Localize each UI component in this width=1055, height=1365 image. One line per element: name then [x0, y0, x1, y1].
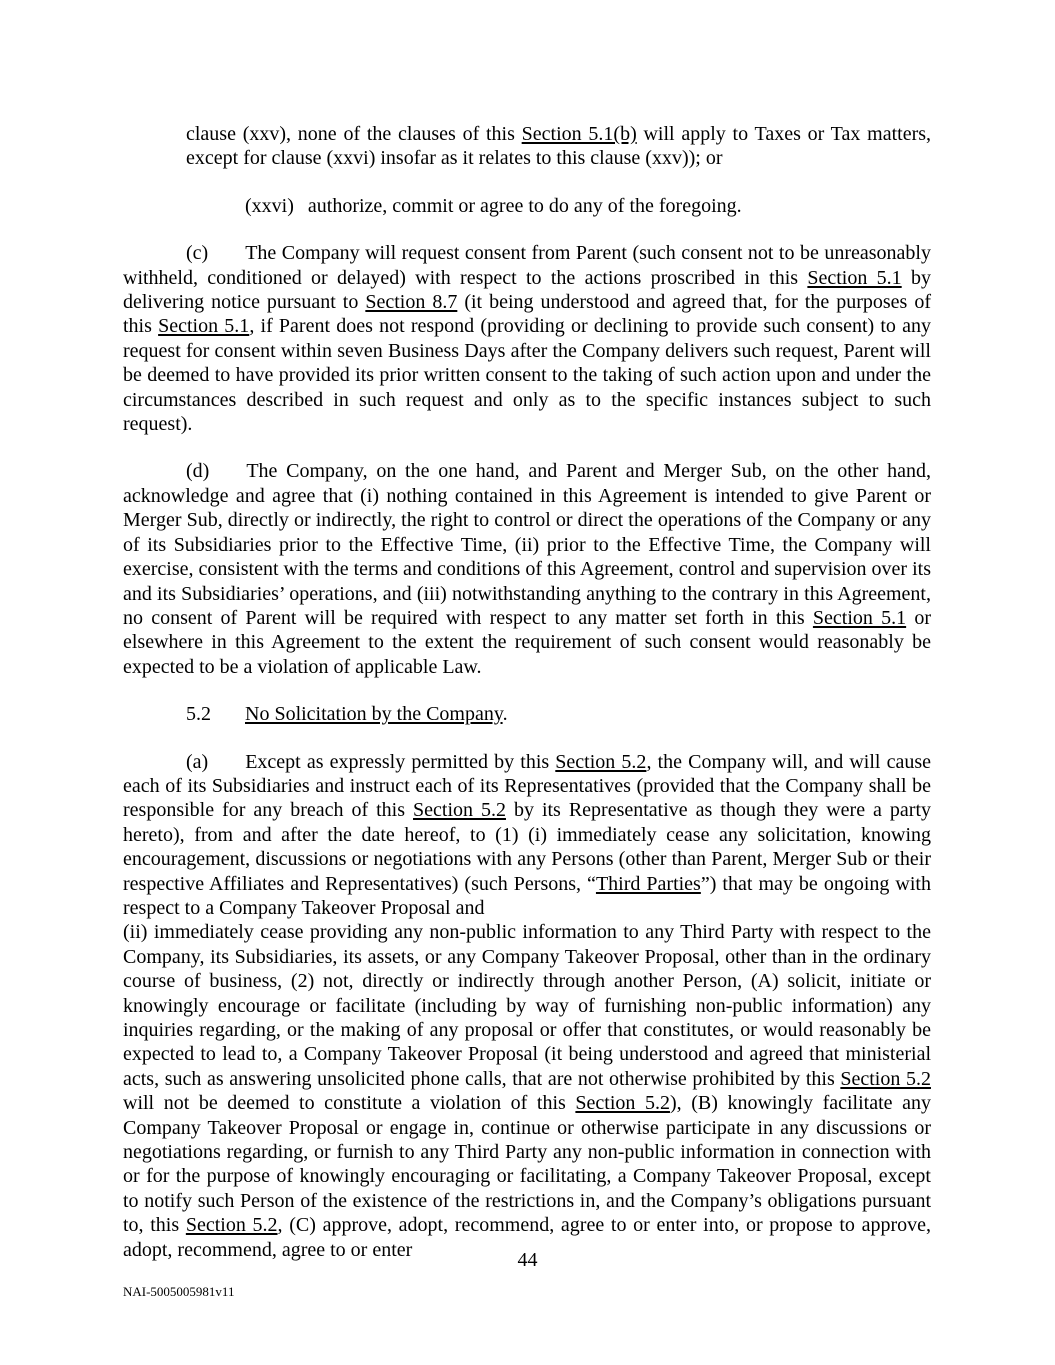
paragraph-clause-xxvi [245, 194, 931, 218]
paragraph-c [123, 241, 931, 436]
underlined-term: No Solicitation by the Company [245, 703, 503, 726]
underlined-term: Section 5.2 [185, 1214, 278, 1237]
text-run: by its Representative as though they were a party hereto), from and after the date hereof, to (1) (i) immediately cease any solicitation, knowing encouragement, discussions or negotiations with any Persons (other than Parent, Merger Sub or their respective Affiliates and Representatives) (such Persons, “ [123, 799, 931, 895]
text-run: will not be deemed to constitute a violation of this [123, 1092, 576, 1115]
text-run: (it being understood and agreed that, for the purposes of this [123, 291, 931, 338]
text-run: (ii) immediately cease providing any non-public information to any Third Party with respect to the Company, its Subsidiaries, its assets, or any Company Takeover Proposal, other than in the ordinary course of business, (2) not, directly or indirectly through another Person, (A) solicit, initiate or knowingly encourage or facilitate (including by way of furnishing non-public information) any inquiries regarding, or the making of any proposal or offer that constitutes, or would reasonably be expected to lead to, a Company Takeover Proposal (it being understood and agreed that ministerial acts, such as answering unsolicited phone calls, that are not otherwise prohibited by this [123, 921, 931, 1090]
text-run: by delivering notice pursuant to [123, 266, 931, 314]
text-run: ), (B) knowingly facilitate any Company Takeover Proposal or engage in, continue or otherwise participate in any discussions or negotiations regarding, or furnish to any Third Party any non-public information in connection with or for the purpose of knowingly encouraging or facilitating, a Company Takeover Proposal, except to notify such Person of the existence of the restrictions in, and the Company’s obligations pursuant to, this [123, 1092, 931, 1237]
text-run: or elsewhere in this Agreement to the extent the requirement of such consent would reasonably be expected to be a violation of applicable Law. [123, 606, 931, 678]
tab-spacer [294, 211, 308, 212]
text-run: The Company will request consent from Parent (such consent not to be unreasonably withheld, conditioned or delayed) with respect to the actions proscribed in this [123, 242, 931, 289]
document-body [123, 122, 931, 1285]
underlined-term: Section 5.2 [575, 1092, 670, 1115]
document-id-footer: NAI-5005005981v11 [123, 1284, 235, 1299]
section-heading-5-2 [123, 702, 931, 726]
text-run: authorize, commit or agree to do any of the foregoing. [307, 194, 742, 217]
text-run: (xxvi) [245, 194, 294, 217]
underlined-term: Section 5.1 [807, 266, 902, 289]
text-run: will apply to Taxes or Tax matters, except for clause (xxvi) insofar as it relates to this clause (xxv)); or [186, 123, 932, 170]
text-run: , if Parent does not respond (providing or declining to provide such consent) to any request for consent within seven Business Days after the Company delivers such request, Parent will be deemed to have provided its prior written consent to the taking of such action upon and under the circumstances described in such request and only as to the specific instances subject to such request). [123, 315, 931, 436]
tab-spacer [209, 476, 246, 477]
underlined-term: Section 5.1(b) [521, 123, 637, 145]
text-run: (d) [186, 460, 210, 483]
text-run: , the Company will, and will cause each of its Subsidiaries and instruct each of its Representatives (provided that the Company shall be responsible for any breach of this [123, 750, 931, 822]
text-run: ”) that may be ongoing with respect to a Company Takeover Proposal and [123, 872, 931, 919]
paragraph-d [123, 459, 931, 679]
text-run: 5.2 [186, 703, 211, 726]
underlined-term: Section 5.2 [555, 750, 647, 773]
underlined-term: Section 5.1 [812, 606, 907, 629]
page-number: 44 [517, 1249, 538, 1271]
text-run: , (C) approve, adopt, recommend, agree to or enter into, or propose to approve, adopt, recommend, agree to or enter [123, 1214, 931, 1261]
text-run: The Company, on the one hand, and Parent and Merger Sub, on the other hand, acknowledge and agree that (i) nothing contained in this Agreement is intended to give Parent or Merger Sub, directly or indirectly, the right to control or direct the operations of the Company or any of its Subsidiaries prior to the Effective Time, (ii) prior to the Effective Time, the Company will exercise, consistent with the terms and conditions of this Agreement, control and supervision over its and its Subsidiaries’ operations, and (iii) notwithstanding anything to the contrary in this Agreement, no consent of Parent will be required with respect to any matter set forth in this [123, 460, 931, 629]
underlined-term: Section 5.2 [413, 799, 506, 822]
underlined-term: Section 5.2 [840, 1067, 931, 1090]
paragraph-clause-xxv-continuation [186, 122, 931, 171]
underlined-term: Third Parties [595, 872, 701, 895]
text-run: (a) [186, 750, 209, 773]
underlined-term: Section 5.1 [158, 315, 250, 338]
underlined-term: Section 8.7 [365, 291, 458, 314]
text-run: clause (xxv), none of the clauses of this [186, 123, 522, 145]
tab-spacer [208, 767, 245, 768]
text-run: (c) [186, 242, 209, 265]
paragraph-a [123, 750, 931, 1263]
text-run: . [502, 703, 508, 726]
text-run: Except as expressly permitted by this [245, 750, 556, 773]
tab-spacer [211, 719, 245, 720]
tab-spacer [208, 258, 245, 259]
